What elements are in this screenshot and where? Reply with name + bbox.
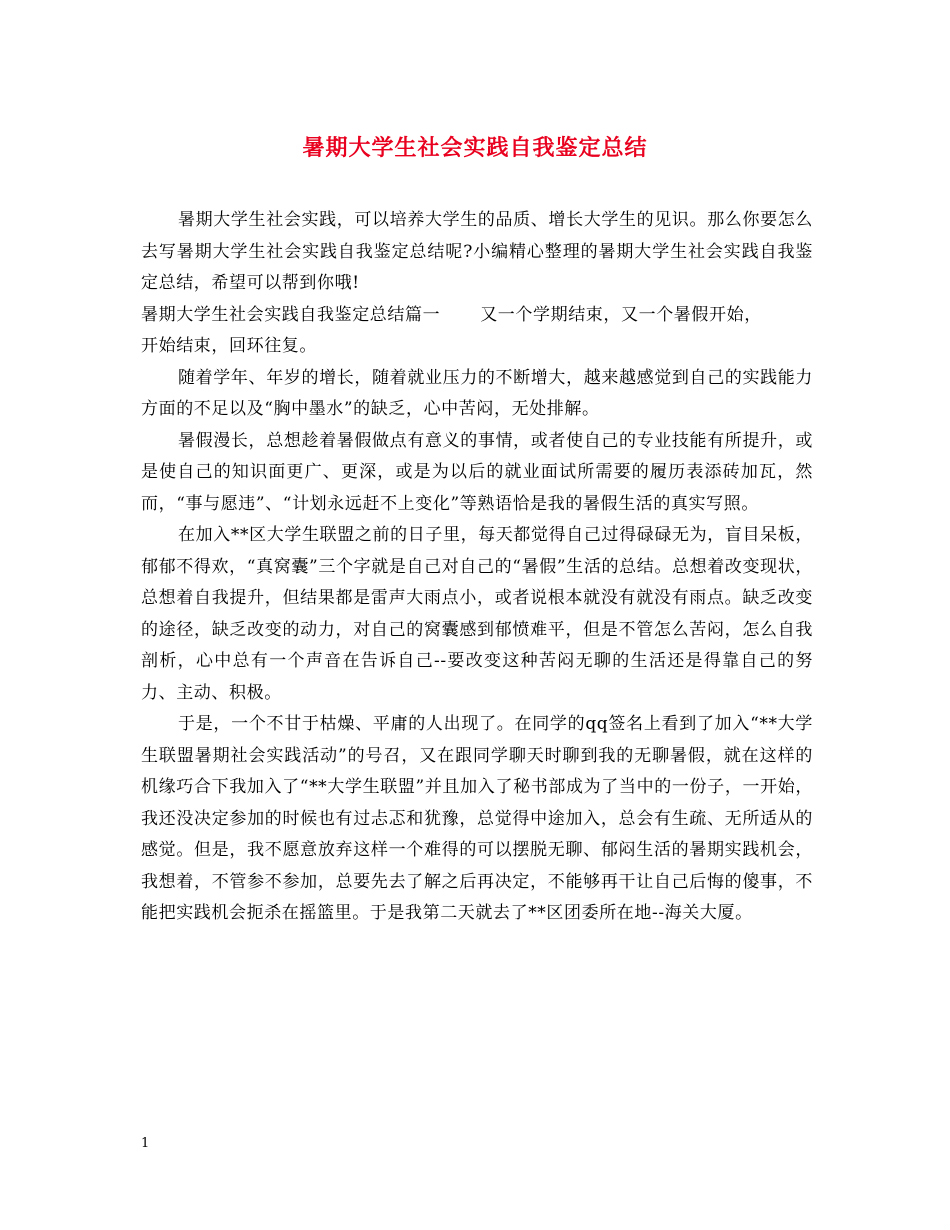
document-body xyxy=(141,205,813,930)
document-title: 暑期大学生社会实践自我鉴定总结 xyxy=(302,135,648,161)
section-first-line: 又一个学期结束，又一个暑假开始， xyxy=(480,304,762,325)
section-heading: 暑期大学生社会实践自我鉴定总结篇一 xyxy=(141,304,441,325)
intro-paragraph: 暑期大学生社会实践，可以培养大学生的品质、增长大学生的见识。那么你要怎么去写暑期大学生社会实践自我鉴定总结呢?小编精心整理的暑期大学生社会实践自我鉴定总结，希望可以帮到你哦! xyxy=(141,210,813,293)
section-heading-paragraph xyxy=(141,300,813,332)
page-number: 1 xyxy=(141,1136,150,1151)
paragraph-growth: 随着学年、年岁的增长，随着就业压力的不断增大，越来越感觉到自己的实践能力方面的不足以及“胸中墨水”的缺乏，心中苦闷，无处排解。 xyxy=(141,367,813,419)
paragraph-before-joining: 在加入**区大学生联盟之前的日子里，每天都觉得自己过得碌碌无为，盲目呆板，郁郁不得欢，“真窝囊”三个字就是自己对自己的“暑假”生活的总结。总想着改变现状，总想着自我提升，但结果都是雷声大雨点小，或者说根本就没有就没有雨点。缺乏改变的途径，缺乏改变的动力，对自己的窝囊感到郁愤难平，但是不管怎么苦闷，怎么自我剖析，心中总有一个声音在告诉自己--要改变这种苦闷无聊的生活还是得靠自己的努力、主动、积极。 xyxy=(141,525,813,703)
section-continuation: 开始结束，回环往复。 xyxy=(141,336,317,356)
paragraph-summer: 暑假漫长，总想趁着暑假做点有意义的事情，或者使自己的专业技能有所提升，或是使自己的知识面更广、更深，或是为以后的就业面试所需要的履历表添砖加瓦，然而，“事与愿违”、“计划永远赶不上变化”等熟语恰是我的暑假生活的真实写照。 xyxy=(141,430,813,514)
paragraph-joining: 于是，一个不甘于枯燥、平庸的人出现了。在同学的qq签名上看到了加入“**大学生联盟暑期社会实践活动”的号召，又在跟同学聊天时聊到我的无聊暑假，就在这样的机缘巧合下我加入了“**大学生联盟”并且加入了秘书部成为了当中的一份子，一开始，我还没决定参加的时候也有过忐忑和犹豫，总觉得中途加入，总会有生疏、无所适从的感觉。但是，我不愿意放弃这样一个难得的可以摆脱无聊、郁闷生活的暑期实践机会，我想着，不管参不参加，总要先去了解之后再决定，不能够再干让自己后悔的傻事，不能把实践机会扼杀在摇篮里。于是我第二天就去了**区团委所在地--海关大厦。 xyxy=(141,714,813,923)
